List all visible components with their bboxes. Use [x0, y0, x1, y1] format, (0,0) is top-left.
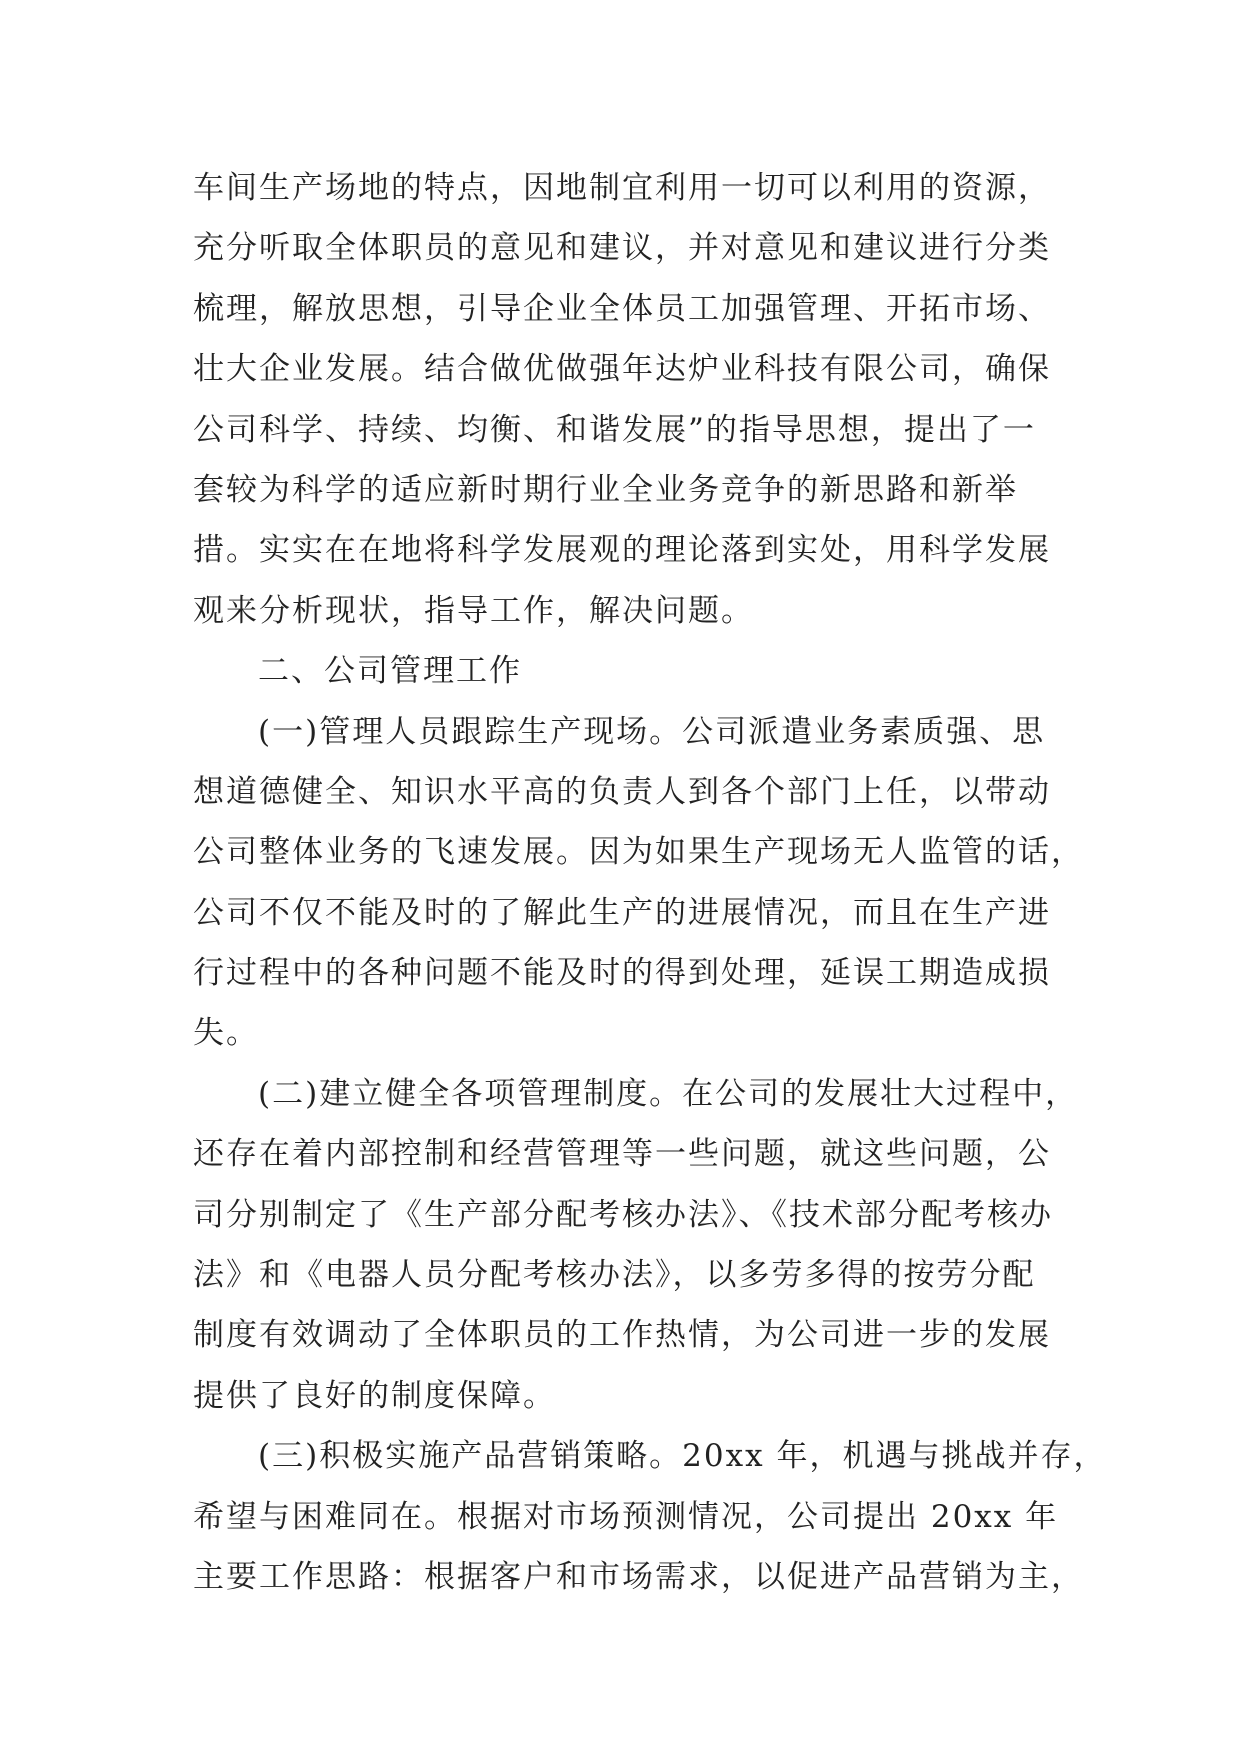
text-line: 失。: [193, 1015, 259, 1052]
text-line: 制度有效调动了全体职员的工作热情，为公司进一步的发展: [193, 1317, 1051, 1354]
paragraph-start: (二)建立健全各项管理制度。在公司的发展壮大过程中，: [258, 1075, 1079, 1112]
text-line: 司分别制定了《生产部分配考核办法》、《技术部分配考核办: [193, 1196, 1053, 1233]
text-line: 想道德健全、知识水平高的负责人到各个部门上任，以带动: [193, 773, 1051, 810]
paragraph-start: (三)积极实施产品营销策略。20xx 年，机遇与挑战并存，: [258, 1438, 1107, 1475]
text-line: 充分听取全体职员的意见和建议，并对意见和建议进行分类: [193, 230, 1051, 267]
text-line: 主要工作思路：根据客户和市场需求，以促进产品营销为主，: [193, 1558, 1084, 1595]
text-line: 车间生产场地的特点，因地制宜利用一切可以利用的资源，: [193, 170, 1051, 206]
text-line: 行过程中的各种问题不能及时的得到处理，延误工期造成损: [193, 955, 1051, 992]
text-line: 梳理，解放思想，引导企业全体员工加强管理、开拓市场、: [193, 290, 1051, 327]
text-line: 公司整体业务的飞速发展。因为如果生产现场无人监管的话，: [193, 834, 1084, 871]
section-heading: 二、公司管理工作: [258, 653, 522, 690]
text-line: 套较为科学的适应新时期行业全业务竞争的新思路和新举: [193, 471, 1018, 508]
text-line: 观来分析现状，指导工作，解决问题。: [193, 592, 754, 629]
text-line: 措。实实在在地将科学发展观的理论落到实处，用科学发展: [193, 532, 1051, 569]
document-body: [193, 158, 1107, 1607]
text-line: 公司科学、持续、均衡、和谐发展”的指导思想，提出了一: [193, 411, 1036, 448]
text-line: 壮大企业发展。结合做优做强年达炉业科技有限公司，确保: [193, 351, 1051, 388]
text-line: 希望与困难同在。根据对市场预测情况，公司提出 20xx 年: [193, 1498, 1059, 1535]
text-line: 提供了良好的制度保障。: [193, 1377, 556, 1414]
paragraph-start: (一)管理人员跟踪生产现场。公司派遣业务素质强、思: [258, 713, 1046, 750]
text-line: 还存在着内部控制和经营管理等一些问题，就这些问题，公: [193, 1136, 1051, 1173]
text-line: 法》和《电器人员分配考核办法》，以多劳多得的按劳分配: [193, 1257, 1036, 1294]
text-line: 公司不仅不能及时的了解此生产的进展情况，而且在生产进: [193, 894, 1051, 931]
